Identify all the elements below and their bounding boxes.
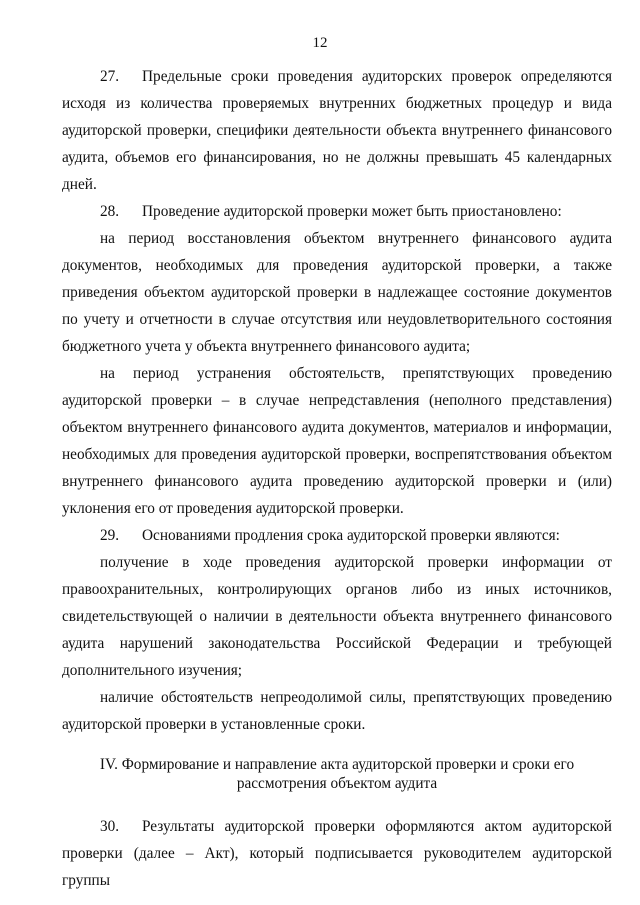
section-heading-iv [62,755,612,793]
paragraph-28 [62,198,612,225]
paragraph-28-sub-1: на период восстановления объектом внутреннего финансового аудита документов, необходимых для проведения аудиторской проверки, а также приведения объектом аудиторской проверки в надлежащее состояние документов по учету и отчетности в случае отсутствия или неудовлетворительного состояния бюджетного учета у объекта внутреннего финансового аудита; [62,230,612,355]
paragraph-29-sub-1: получение в ходе проведения аудиторской проверки информации от правоохранительных, контролирующих органов либо из иных источников, свидетельствующей о наличии в деятельности объекта внутреннего финансового аудита нарушений законодательства Российской Федерации и требующей дополнительного изучения; [62,554,612,679]
paragraph-text: Основаниями продления срока аудиторской проверки являются: [142,527,560,544]
paragraph-number: 28. [100,203,120,220]
section-heading-line: рассмотрения объектом аудита [236,775,438,792]
paragraph-text: Проведение аудиторской проверки может быть приостановлено: [142,203,562,220]
paragraph-30 [62,813,612,894]
paragraph-28-sub-2: на период устранения обстоятельств, препятствующих проведению аудиторской проверки – в случае непредставления (неполного представления) объектом внутреннего финансового аудита документов, материалов и информации, необходимых для проведения аудиторской проверки, воспрепятствования объектом внутреннего финансового аудита проведению аудиторской проверки и (или) уклонения его от проведения аудиторской проверки. [62,365,612,517]
section-heading-line: IV. Формирование и направление акта аудиторской проверки и сроки его [99,756,575,773]
paragraph-text: Результаты аудиторской проверки оформляются актом аудиторской проверки (далее – Акт), который подписывается руководителем аудиторской группы [62,818,612,889]
paragraph-29-sub-2: наличие обстоятельств непреодолимой силы, препятствующих проведению аудиторской проверки в установленные сроки. [62,689,612,733]
paragraph-27 [62,63,612,198]
paragraph-number: 30. [100,818,120,835]
paragraph-number: 27. [100,68,120,85]
document-body [62,63,612,894]
page-number: 12 [312,35,328,51]
paragraph-number: 29. [100,527,120,544]
paragraph-text: Предельные сроки проведения аудиторских проверок определяются исходя из количества проверяемых внутренних бюджетных процедур и вида аудиторской проверки, специфики деятельности объекта внутреннего финансового аудита, объемов его финансирования, но не должны превышать 45 календарных дней. [62,68,612,193]
paragraph-29 [62,522,612,549]
